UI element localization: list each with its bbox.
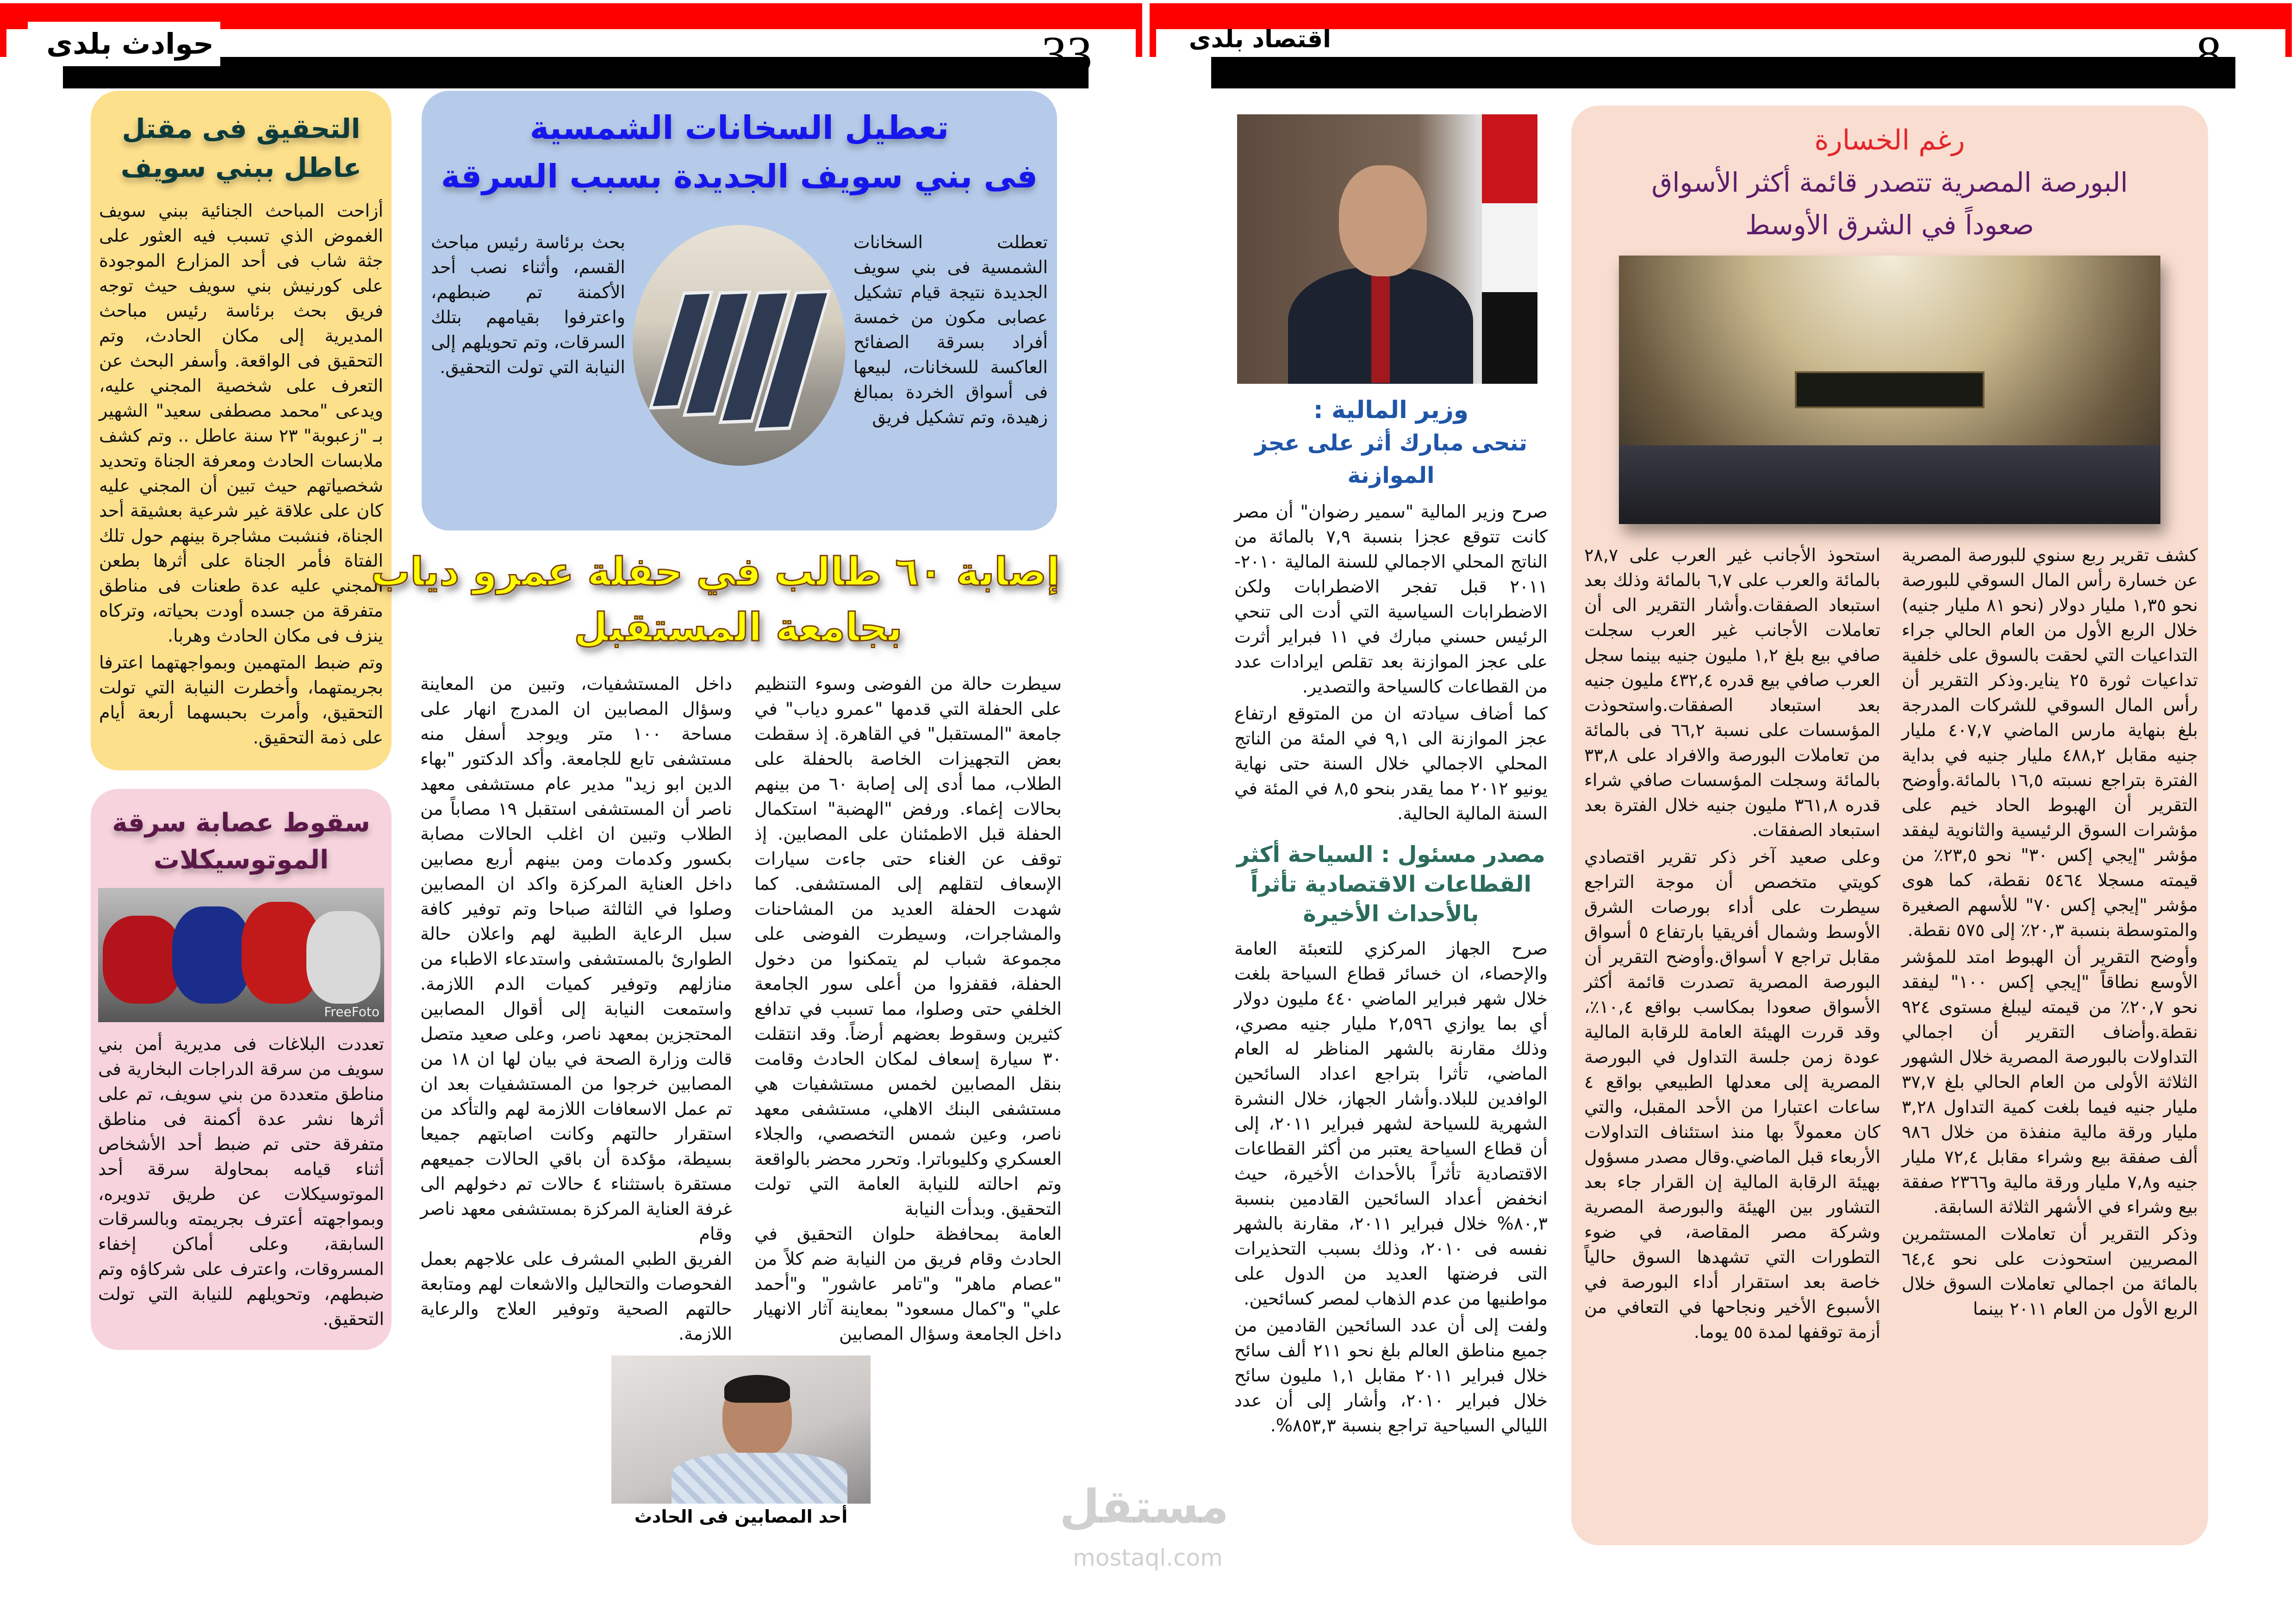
article-column: داخل المستشفيات، وتبين من المعاينة وسؤال المصابين ان المدرج انهار على مساحة ١٠٠ متر ويوجد أسفل منه مستشفى تابع للجامعة. وأكد الدكتور "بهاء الدين ابو زيد" مدير عام مستشفى معهد ناصر أن المستشفى استقبل ١٩ مصاباً من الطلاب وتبين ان اغلب الحالات مصابة بكسور وكدمات ومن بينهم أربع مصابين داخل العناية المركزة واكد ان المصابين وصلوا في الثالثة صباحا وتم توفير كافة سبل الرعاية الطبية لهم واعلان حالة الطوارئ بالمستشفى واستدعاء الاطباء من منازلهم وتوفير كميات الدم اللازمة. واستمعت النيابة إلى أقوال المصابين المحتجزين بمعهد ناصر، وعلى صعيد متصل قالت وزارة الصحة في بيان لها ان ١٨ من المصابين خرجوا من المستشفيات بعد ان تم عمل الاسعافات اللازمة لهم والتأكد من استقرار حالتهم وكانت اصابتهم جميعا بسيطة، مؤكدة أن باقي الحالات جميعهم مستقرة باستثناء ٤ حالات تم دخولهم الى غرفة العناية المركزة بمستشفى معهد ناصر وقام — [420, 674, 732, 1244]
motorcycles-photo — [98, 888, 384, 1022]
paragraph: صرح وزير المالية "سمير رضوان" أن مصر كانت تتوقع عجزا بنسبة ٧,٩ بالمائة من الناتج المحلي الاجمالي للسنة المالية ٢٠١٠- ٢٠١١ قبل تفجر الاضطرابات ولكن الاضطرابات السياسية التي أدت الى تنحي الرئيس حسني مبارك في ١١ فبراير أثرت على عجز الموازنة بعد تقلص ايرادات عدد من القطاعات كالسياحة والتصدير. — [1234, 501, 1548, 697]
article-kicker: وزير المالية : — [1313, 396, 1469, 424]
article-body — [1234, 936, 1548, 1438]
article-box-pink — [91, 789, 392, 1350]
minister-face — [1339, 165, 1427, 276]
article-body — [99, 198, 383, 750]
article-body — [1234, 499, 1548, 826]
photo-credit: FreeFoto — [324, 1004, 380, 1019]
article-kicker: رغم الخسارة — [1814, 124, 1965, 156]
page-number: 33 — [1041, 26, 1092, 82]
trading-floor — [1619, 445, 2160, 524]
paragraph: كما أضاف سيادته ان من المتوقع ارتفاع عجز الموازنة الى ٩,١ في المئة من الناتج المحلي الاجمالي خلال السنة حتى نهاية يونيو ٢٠١٢ مما يقدر بنحو ٨,٥ في المئة في السنة المالية الحالية. — [1234, 703, 1548, 824]
stock-exchange-photo — [1619, 256, 2160, 524]
article-body: تعددت البلاغات فى مديرية أمن بني سويف من سرقة الدراجات البخارية فى مناطق متعددة من بني سويف، تم على أثرها نشر عدة أكمنة فى مناطق متفرقة حتى تم ضبط أحد الأشخاص أثناء قيامه بمحاولة سرقة أحد الموتوسيكلات عن طريق تدويره، وبمواجهته أعترف بجريمته وبالسرقات السابقة، وعلى أماكن إخفاء المسروقات، واعترف على شركاؤه وتم ضبطهم، وتحويلهم للنيابة التي تولت التحقيق. — [98, 1034, 384, 1329]
right-header-black-bar — [1211, 57, 2235, 88]
article-column: العامة بمحافظة حلوان التحقيق في الحادث وقام فريق من النيابة ضم كلاً من "عصام ماهر" و"تامر عاشور" و"أحمد علي" و"كمال مسعود" بمعاينة آثار الانهيار داخل الجامعة وسؤال المصابين — [754, 1224, 1062, 1344]
article-column-left — [1584, 543, 1880, 1346]
article-title: تعطيل السخانات الشمسية — [529, 109, 949, 147]
amr-column-right — [754, 671, 1062, 1346]
patient-gown — [672, 1453, 847, 1504]
page-number: 8 — [2196, 26, 2221, 82]
paragraph: استحوذ الأجانب غير العرب على ٢٨,٧ بالمائة والعرب على ٦,٧ بالمائة وذلك بعد استبعاد الصفقات.وأشار التقرير الى أن تعاملات الأجانب غير العرب سجلت صافي بيع بلغ ١,٢ مليون جنيه بينما سجل العرب صافي بيع قدره ٤٣٢,٤ مليون جنيه بعد استبعاد الصفقات.واستحوذت المؤسسات على نسبة ٦٦,٢ فى بالمائة من تعاملات البورصة والافراد على ٣٣,٨ بالمائة وسجلت المؤسسات صافي شراء قدره ٣٦١,٨ مليون جنيه خلال الفترة بعد استبعاد الصفقات. — [1584, 545, 1881, 840]
section-title: اقتصاد بلدى — [1188, 25, 1331, 53]
article-box-peach — [1571, 106, 2208, 1545]
paragraph: وذكر التقرير أن تعاملات المستثمرين المصريين استحوذت على نحو ٦٤,٤ بالمائة من اجمالي تعاملات السوق خلال الربع الأول من العام ٢٠١١ بينما — [1902, 1224, 2198, 1319]
article-title: التحقيق فى مقتل عاطل ببني سويف — [120, 113, 362, 183]
watermark-url: mostaql.com — [1073, 1544, 1223, 1571]
article-title: فى بني سويف الجديدة بسبب السرقة — [441, 157, 1038, 195]
amr-article-body — [420, 671, 1062, 1530]
bourse-columns — [1581, 543, 2198, 1346]
injured-photo-block — [611, 1355, 871, 1530]
paragraph: وعلى صعيد آخر ذكر تقرير اقتصادي كويتي متخصص أن موجة التراجع سيطرت على أداء بورصات الشرق الأوسط وشمال أفريقيا بارتفاع ٥ أسواق مقابل تراجع ٧ أسواق.وأوضح التقرير أن البورصة المصرية تصدرت قائمة أكثر الأسواق صعودا بمكاسب بواقع ١٠,٤٪، وقد قررت الهيئة العامة للرقابة المالية عودة زمن جلسة التداول في البورصة المصرية إلى معدلها الطبيعي بواقع ٤ ساعات اعتبارا من الأحد المقبل، والتي كان معمولاً بها منذ استئناف التداولات الأربعاء قبل الماضي.وقال مصدر مسؤول بهيئة الرقابة المالية إن القرار جاء بعد التشاور بين الهيئة والبورصة المصرية وشركة مصر المقاصة، في ضوء التطورات التي تشهدها السوق حالياً خاصة بعد استقرار أداء البورصة في الأسبوع الأخير ونجاحها في التعافي من أزمة توقفها لمدة ٥٥ يوما. — [1584, 847, 1880, 1342]
ticker-board — [1795, 371, 1985, 408]
article-body-right: تعطلت السخانات الشمسية فى بني سويف الجديدة نتيجة قيام تشكيل عصابى مكون من خمسة أفراد بسرقة الصفائح العاكسة للسخانات، لبيعها فى أسواق الخردة بمبالغ زهيدة، وتم تشكيل فريق — [853, 232, 1048, 427]
article-column-right — [1902, 543, 2198, 1323]
article-title: إصابة ٦٠ طالب في حفلة عمرو دياب — [371, 549, 1060, 594]
patient-hair — [724, 1375, 790, 1403]
article-title: صعوداً في الشرق الأوسط — [1745, 209, 2034, 241]
title-line: القطاعات الاقتصادية تأثراً — [1251, 871, 1531, 897]
article-title: سقوط عصابة سرقة الموتوسيكلات — [112, 808, 370, 875]
egypt-flag — [1482, 114, 1537, 384]
injured-student-photo — [611, 1355, 871, 1504]
motorcycle — [103, 916, 181, 1004]
article-body-left: بحث برئاسة رئيس مباحث القسم، وأثناء نصب أحد الأكمنة تم ضبطهم، واعترفوا بقيامهم بتلك السرقات، وتم تحويلهم إلى النيابة التي تولت التحقيق. — [431, 232, 625, 377]
article-box-blue — [422, 91, 1057, 531]
paragraph: وتم ضبط المتهمين وبمواجهتهما اعترفا بجريمتهما، وأخطرت النيابة التي تولت التحقيق، وأمرت بحبسهما أربعة أيام على ذمة التحقيق. — [99, 652, 383, 748]
left-sidebar — [91, 91, 392, 1350]
paragraph: أزاحت المباحث الجنائية ببني سويف الغموض الذي تسبب فيه العثور على جثة شاب فى أحد المزارع الموجودة على كورنيش بني سويف حيث توجه فريق بحث برئاسة رئيس مباحث المديرية إلى مكان الحادث، وتم التحقيق فى الواقعة. وأسفر البحث عن التعرف على شخصية المجني عليه، ويدعى "محمد مصطفى سعيد" الشهير بـ "زعبوبة" ٢٣ سنة عاطل .. وتم كشف ملابسات الحادث ومعرفة الجناة وتحديد شخصياتهم حيث تبين أن المجني عليه كان على علاقة غير شرعية بعشيقة أحد الجناة، فنشبت مشاجرة بينهم حول تلك الفتاة فأمر الجناة على أثرها بطعن المجني عليه عدة طعنات فى مناطق متفرقة من جسده أودت بحياته، وتركاه ينزف فى مكان الحادث وهربا. — [99, 200, 383, 646]
minister-photo — [1237, 114, 1537, 384]
motorcycle — [306, 911, 380, 1004]
paragraph: صرح الجهاز المركزي للتعبئة العامة والإحصاء، ان خسائر قطاع السياحة بلغت خلال شهر فبراير الماضي ٤٤٠ مليون دولار أي بما يوازي ٢,٥٩٦ مليار جنيه مصري، وذلك مقارنة بالشهر المناظر له العام الماضي، تأثرا بتراجع اعداد السائحين الوافدين للبلاد.وأشار الجهاز، خلال النشرة الشهرية للسياحة لشهر فبراير ٢٠١١، إلى أن قطاع السياحة يعتبر من أكثر القطاعات الاقتصادية تأثراً بالأحداث الأخيرة، حيث انخفض أعداد السائحين القادمين بنسبة ٨٠,٣% خلال فبراير ٢٠١١، مقارنة بالشهر نفسه فى ٢٠١٠، وذلك بسبب التحذيرات التى فرضتها العديد من الدول على مواطنيها من عدم الذهاب لمصر كسائحين. — [1234, 938, 1548, 1309]
watermark-logo: مستقل — [1059, 1480, 1229, 1534]
amr-column-left — [420, 671, 732, 1346]
section-title: حوادث بلدى — [28, 22, 220, 66]
solar-heaters-photo — [633, 225, 846, 466]
article-column: سيطرت حالة من الفوضى وسوء التنظيم على الحفلة التي قدمها "عمرو دياب" في جامعة "المستقبل" في القاهرة. إذ سقطت بعض التجهيزات الخاصة بالحفلة على الطلاب، مما أدى إلى إصابة ٦٠ من بينهم بحالات إغماء. ورفض "الهضبة" استكمال الحفلة قبل الاطمئنان على المصابين. إذ توقف عن الغناء حتى جاءت سيارات الإسعاف لتقلهم إلى المستشفى. كما شهدت الحفلة العديد من المشاحنات والمشاجرات، وسيطرت الفوضى على مجموعة شباب لم يتمكنوا من دخول الحفلة، فقفزوا من أعلى سور الجامعة الخلفي حتى وصلوا، مما تسبب في تدافع كثيرين وسقوط بعضهم أرضاً. وقد انتقلت ٣٠ سيارة إسعاف لمكان الحادث وقامت بنقل المصابين لخمس مستشفيات هي مستشفى البنك الاهلي، مستشفى معهد ناصر، وعين شمس التخصصي، والجلاء العسكري وكليوباترا. وتحرر محضر بالواقعة وتم احالته للنيابة العامة التي تولت التحقيق. وبدأت النيابة — [754, 674, 1062, 1219]
paragraph: وأوضح التقرير أن الهبوط امتد للمؤشر الأوسع نطاقاً "إيجي إكس ١٠٠" ليفقد نحو ٢٠,٧٪ من قيمته ليبلغ مستوى ٩٢٤ نقطة.وأضاف التقرير أن اجمالي التداولات بالبورصة المصرية خلال الشهور الثلاثة الأولى من العام الحالي بلغ ٣٧,٧ مليار جنيه فيما بلغت كمية التداول ٣,٢٨ مليار ورقة مالية منفذة من خلال ٩٨٦ ألف صفقة بيع وشراء مقابل ٧٢,٤ مليار جنيه و٧,٨ مليار ورقة مالية و٢٣٦٦ صفقة بيع وشراء في الأشهر الثلاثة السابقة. — [1902, 947, 2198, 1217]
title-line: بالأحداث الأخيرة — [1303, 901, 1479, 927]
motorcycle — [172, 906, 251, 1004]
right-middle-column — [1234, 394, 1548, 1440]
paragraph: كشف تقرير ربع سنوي للبورصة المصرية عن خسارة رأس المال السوقي للبورصة نحو ١,٣٥ مليار دولار (نحو ٨١ مليار جنيه) خلال الربع الأول من العام الحالي جراء التداعيات التي لحقت بالسوق على خلفية تداعيات ثورة ٢٥ يناير.وذكر التقرير أن رأس المال السوقي للشركات المدرجة بلغ بنهاية مارس الماضي ٤٠٧,٧ مليار جنيه مقابل ٤٨٨,٢ مليار جنيه في بداية الفترة بتراجع نسبته ١٦,٥ بالمائة.وأوضح التقرير أن الهبوط الحاد خيم على مؤشرات السوق الرئيسية والثانوية ليفقد مؤشر "إيجي إكس ٣٠" نحو ٢٣,٥٪ من قيمته مسجلا ٥٤٦٤ نقطة، كما هوى مؤشر "إيجي إكس ٧٠" للأسهم الصغيرة والمتوسطة بنسبة ٢٠,٣٪ إلى ٥٧٥ نقطة. — [1902, 545, 2198, 940]
title-line: مصدر مسئول : السياحة أكثر — [1237, 842, 1545, 868]
article-title: تنحى مبارك أثر على عجز الموازنة — [1254, 430, 1528, 488]
article-title: بجامعة المستقبل — [574, 605, 902, 650]
minister-tie — [1371, 272, 1390, 383]
paragraph: ولفت إلى أن عدد السائحين القادمين من جميع مناطق العالم بلغ نحو ٢١١ ألف سائح خلال فبراير ٢٠١١ مقابل ١,١ مليون سائح خلال فبراير ٢٠١٠، وأشار إلى أن عدد الليالي السياحية تراجع بنسبة ٨٥٣,٣%. — [1234, 1315, 1548, 1436]
article-title: البورصة المصرية تتصدر قائمة أكثر الأسواق — [1651, 167, 2128, 198]
article-title — [1234, 840, 1548, 929]
article-box-yellow — [91, 91, 392, 770]
photo-caption: أحد المصابين فى الحادث — [634, 1506, 848, 1527]
amr-columns — [420, 671, 1062, 1346]
article-column: الفريق الطبي المشرف على علاجهم بعمل الفحوصات والتحاليل والاشعات لهم ومتابعة حالتهم الصحية وتوفير العلاج والرعاية اللازمة. — [420, 1249, 732, 1344]
